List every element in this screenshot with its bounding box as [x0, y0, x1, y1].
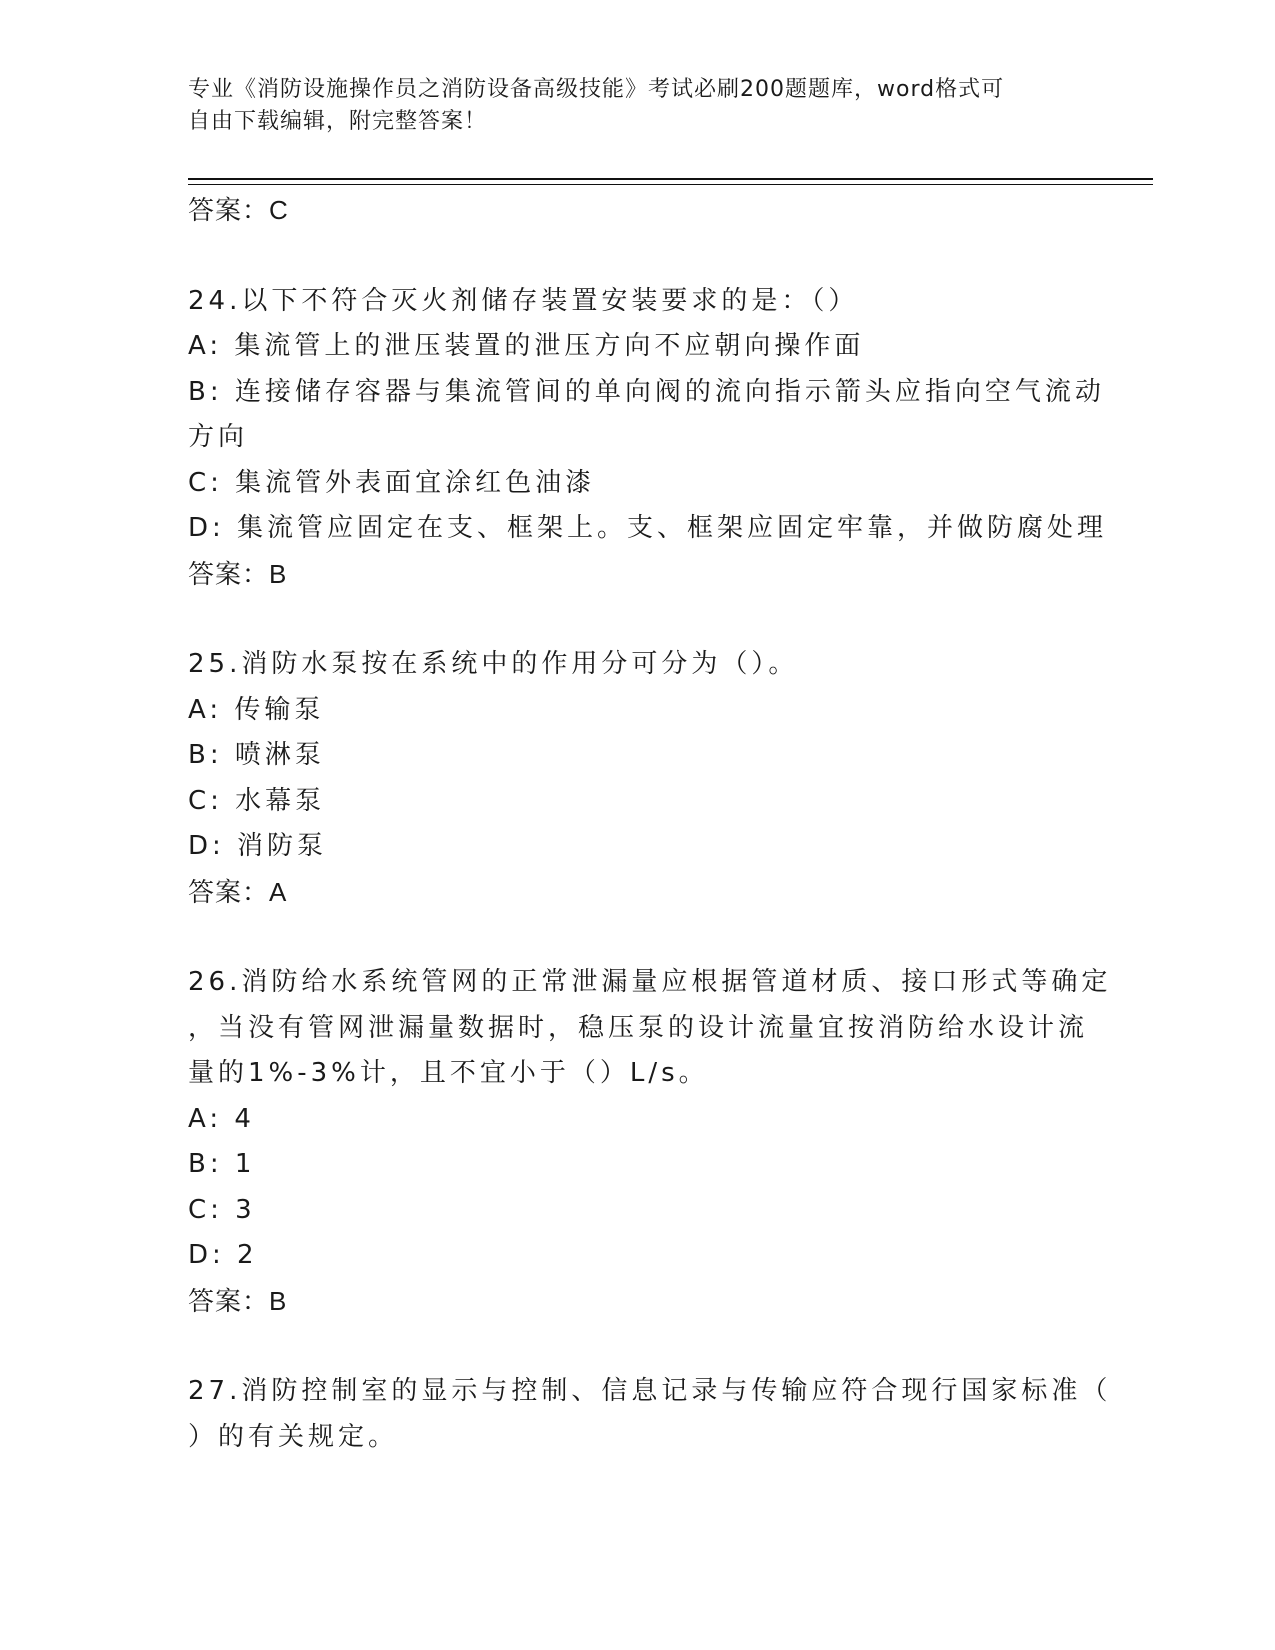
- option-b: B: 连接储存容器与集流管间的单向阀的流向指示箭头应指向空气流动: [188, 376, 1105, 407]
- question-26: [188, 960, 1112, 1324]
- question-text-line-1: 27.消防控制室的显示与控制、信息记录与传输应符合现行国家标准（: [188, 1376, 1112, 1406]
- option-d: D: 2: [188, 1240, 258, 1270]
- option-b: B: 1: [188, 1149, 256, 1179]
- spacer: [188, 234, 1088, 279]
- question-text-line-1: 26.消防给水系统管网的正常泄漏量应根据管道材质、接口形式等确定: [188, 967, 1112, 997]
- option-c: C: 3: [188, 1194, 256, 1225]
- answer: 答案：B: [188, 1285, 288, 1316]
- answer: 答案：B: [188, 558, 288, 589]
- question-25: [188, 642, 1088, 915]
- spacer: [188, 915, 1088, 960]
- header-line-1: 专业《消防设施操作员之消防设备高级技能》考试必刷200题题库，word格式可: [188, 77, 1005, 102]
- header-line-2: 自由下载编辑，附完整答案！: [188, 109, 488, 134]
- option-d: D: 消防泵: [188, 831, 328, 861]
- spacer: [188, 1324, 1088, 1369]
- question-list: [188, 188, 1112, 1460]
- question-27: [188, 1369, 1112, 1460]
- question-text-line-3: 量的1%-3%计，且不宜小于（）L/s。: [188, 1058, 709, 1088]
- option-d: D: 集流管应固定在支、框架上。支、框架应固定牢靠，并做防腐处理: [188, 513, 1108, 543]
- previous-answer: 答案：C: [188, 195, 289, 225]
- question-text-line-2: ）的有关规定。: [188, 1421, 399, 1452]
- option-a: A: 4: [188, 1103, 255, 1134]
- option-b-continued: 方向: [188, 422, 249, 452]
- question-text: 25.消防水泵按在系统中的作用分可分为（）。: [188, 649, 799, 679]
- question-24: [188, 279, 1108, 598]
- option-c: C: 水幕泵: [188, 785, 326, 816]
- spacer: [188, 597, 1088, 642]
- option-c: C: 集流管外表面宜涂红色油漆: [188, 467, 596, 498]
- option-a: A: 集流管上的泄压装置的泄压方向不应朝向操作面: [188, 331, 865, 361]
- question-text: 24.以下不符合灭火剂储存装置安装要求的是：（）: [188, 285, 859, 316]
- option-b: B: 喷淋泵: [188, 740, 325, 770]
- option-a: A: 传输泵: [188, 694, 325, 725]
- header-divider-top: [188, 178, 1153, 180]
- answer: 答案：A: [188, 876, 288, 907]
- question-text-line-2: ，当没有管网泄漏量数据时，稳压泵的设计流量宜按消防给水设计流: [188, 1012, 1089, 1043]
- header-divider-bottom: [188, 184, 1153, 185]
- document-header: [188, 74, 1088, 138]
